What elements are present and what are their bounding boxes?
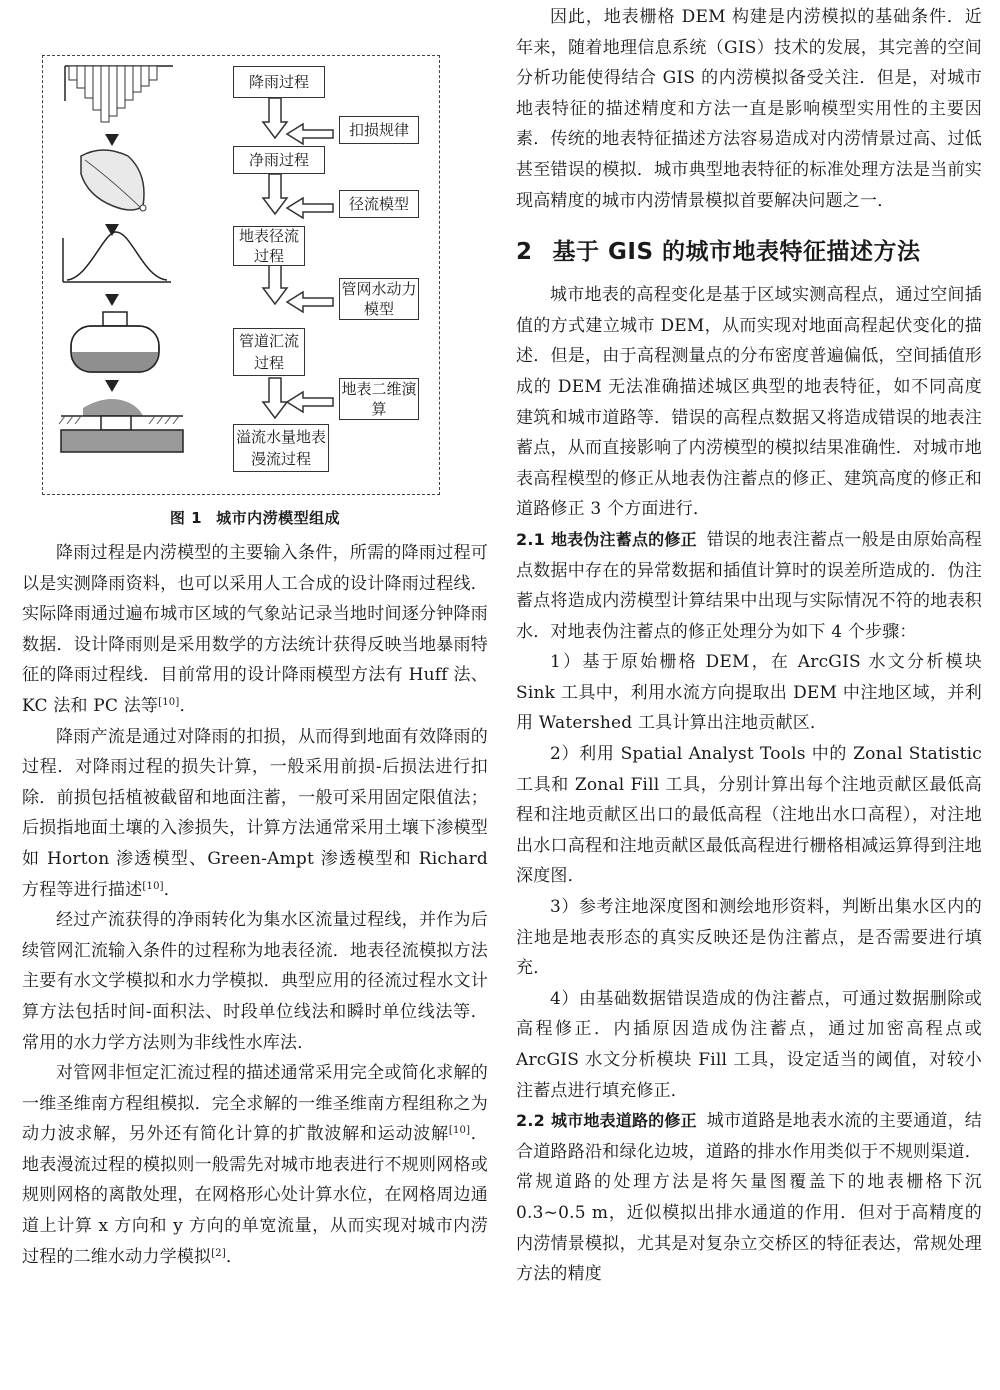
side-note-2d-routing: 地表二维演算 xyxy=(339,378,419,420)
section-number: 2 xyxy=(516,239,533,266)
paragraph-text: 错误的地表注蓄点一般是由原始高程点数据中存在的异常数据和插值计算时的误差所造成的．伪注蓄点将造成内涝模型计算结果中出现与实际情况不符的地表积水．对地表伪注蓄点的修正处理分为如下 4 个步骤： xyxy=(516,529,982,642)
flow-step-net-rainfall: 净雨过程 xyxy=(233,146,325,174)
side-arrow-icon xyxy=(287,392,333,412)
side-arrow-icon xyxy=(287,198,333,218)
paragraph-surface-runoff: 经过产流获得的净雨转化为集水区流量过程线，并作为后续管网汇流输入条件的过程称为地表径流．地表径流模拟方法主要有水文学模拟和水力学模拟．典型应用的径流过程水文计算方法包括时间-面积法、时段单位线法和瞬时单位线法等．常用的水力学方法则为非线性水库法． xyxy=(22,910,488,1053)
subsection-heading xyxy=(516,530,697,549)
flow-step-pipe-routing: 管道汇流过程 xyxy=(233,328,305,376)
step-3: 3）参考注地深度图和测绘地形资料，判断出集水区内的注地是地表形态的真实反映还是伪注蓄点，是否需要进行填充． xyxy=(516,897,982,979)
paragraph-end: ． xyxy=(225,1246,244,1267)
subsection-heading xyxy=(516,1111,697,1130)
paragraph-rainfall xyxy=(22,538,488,722)
figure-caption-label: 图 1 xyxy=(169,509,203,527)
paragraph-end: ． xyxy=(179,695,197,716)
citation: [10] xyxy=(448,1125,471,1137)
side-arrow-icon xyxy=(287,292,333,312)
figure-caption xyxy=(22,507,488,528)
paragraph-pipe-routing xyxy=(22,1058,488,1272)
paragraph-elevation: 城市地表的高程变化是基于区域实测高程点，通过空间插值的方式建立城市 DEM，从而实现对地面高程起伏变化的描述．但是，由于高程测量点的分布密度普遍偏低，空间插值形成的 DEM 无法准确描述城区典型的地表特征，如不同高度建筑和城市道路等．错误的高程点数据又将造成错误的地表注蓄点，从而直接影响了内涝模型的模拟结果准确性．对城市地表高程模型的修正从地表伪注蓄点的修正、建筑高度的修正和道路修正 3 个方面进行． xyxy=(516,285,982,520)
side-note-runoff-model: 径流模型 xyxy=(339,190,419,218)
flow-arrow-icon xyxy=(263,174,287,214)
flow-step-rainfall: 降雨过程 xyxy=(233,66,325,98)
section-heading-2 xyxy=(516,236,982,268)
figure-urban-waterlogging-model xyxy=(42,55,440,495)
catchment-leaf-icon xyxy=(81,150,146,211)
paragraph-text: ．地表漫流过程的模拟则一般需先对城市地表进行不规则网格或规则网格的离散处理，在网格形心处计算水位，在网格周边通道上计算 x 方向和 y 方向的单宽流量，从而实现对城市内涝过程的二维水动力学模拟 xyxy=(22,1124,488,1267)
side-note-loss-rule: 扣损规律 xyxy=(339,116,419,144)
down-arrow-icon xyxy=(105,294,119,306)
paragraph-text: 降雨产流是通过对降雨的扣损，从而得到地面有效降雨的过程．对降雨过程的损失计算，一般采用前损-后损法进行扣除．前损包括植被截留和地面注蓄，一般可采用固定限值法；后损指地面土壤的入渗损失，计算方法通常采用土壤下渗模型如 Horton 渗透模型、Green-Ampt 渗透模型和 Richard 方程等进行描述 xyxy=(22,726,488,900)
side-arrow-icon xyxy=(287,124,333,144)
paragraph-text: 降雨过程是内涝模型的主要输入条件，所需的降雨过程可以是实测降雨资料，也可以采用人工合成的设计降雨过程线．实际降雨通过遍布城市区域的气象站记录当地时间逐分钟降雨数据．设计降雨则是采用数学的方法统计获得反映当地暴雨特征的降雨过程线．目前常用的设计降雨模型方法有 Huff 法、KC 法和 PC 法等 xyxy=(22,543,488,716)
hydrograph-icon xyxy=(63,232,171,282)
step-2: 2）利用 Spatial Analyst Tools 中的 Zonal Statistic 工具和 Zonal Fill 工具，分别计算出每个注地贡献区最低高程和注地贡献区出口的最低高程（注地出水口高程），对注地出水口高程和注地贡献区最低高程进行栅格相减运算得到注地深度图． xyxy=(516,744,982,887)
subsection-title: 地表伪注蓄点的修正 xyxy=(550,529,697,549)
citation: [10] xyxy=(158,696,180,708)
subsection-title: 城市地表道路的修正 xyxy=(550,1111,697,1131)
down-arrow-icon xyxy=(105,380,119,392)
figure-caption-text: 城市内涝模型组成 xyxy=(216,509,341,527)
section-title: 基于 GIS 的城市地表特征描述方法 xyxy=(552,239,921,266)
subsection-number: 2.2 xyxy=(516,1111,545,1131)
surface-overflow-icon xyxy=(59,399,183,452)
flow-step-surface-runoff: 地表径流过程 xyxy=(233,226,305,266)
subsection-number: 2.1 xyxy=(516,529,545,549)
flow-arrow-icon xyxy=(263,378,287,418)
right-column xyxy=(516,2,982,1290)
paragraph-text: 对管网非恒定汇流过程的描述通常采用完全或简化求解的一维圣维南方程组模拟．完全求解的一维圣维南方程组称之为动力波求解，另外还有简化计算的扩散波解和运动波解 xyxy=(22,1063,488,1145)
step-4: 4）由基础数据错误造成的伪注蓄点，可通过数据删除或高程修正．内插原因造成伪注蓄点，通过加密高程点或 ArcGIS 水文分析模块 Fill 工具，设定适当的阈值，对较小注蓄点进行填充修正． xyxy=(516,988,982,1101)
rainfall-hyetograph-icon xyxy=(65,66,173,122)
paragraph-end: ． xyxy=(163,879,181,900)
pipe-tank-icon xyxy=(71,312,159,372)
flow-step-overflow: 溢流水量地表漫流过程 xyxy=(233,424,329,472)
citation: [10] xyxy=(142,880,164,892)
flow-arrow-icon xyxy=(263,98,287,138)
subsection-2-2 xyxy=(516,1106,982,1290)
down-arrow-icon xyxy=(105,134,119,146)
paragraph-text: 城市道路是地表水流的主要通道，结合道路路沿和绿化边坡，道路的排水作用类似于不规则渠道．常规道路的处理方法是将矢量图覆盖下的地表栅格下沉 0.3~0.5 m，近似模拟出排水通道的作用．但对于高精度的内涝情景模拟，尤其是对复杂立交桥区的特征表达，常规处理方法的精度 xyxy=(516,1111,982,1285)
paragraph-runoff-generation xyxy=(22,722,488,906)
left-column xyxy=(22,538,488,1272)
subsection-2-1 xyxy=(516,525,982,647)
side-note-pipe-hydrodynamic: 管网水动力模型 xyxy=(339,278,419,320)
step-1: 1）基于原始栅格 DEM，在 ArcGIS 水文分析模块 Sink 工具中，利用水流方向提取出 DEM 中注地区域，并利用 Watershed 工具计算出注地贡献区． xyxy=(516,652,982,734)
flow-arrow-icon xyxy=(263,264,287,304)
citation: [2] xyxy=(211,1247,226,1259)
paragraph-dem-basis: 因此，地表栅格 DEM 构建是内涝模拟的基础条件．近年来，随着地理信息系统（GIS）技术的发展，其完善的空间分析功能使得结合 GIS 的内涝模拟备受关注．但是，对城市地表特征的描述精度和方法一直是影响模型实用性的主要因素．传统的地表特征描述方法容易造成对内涝情景过高、过低甚至错误的模拟．城市典型地表特征的标准处理方法是当前实现高精度的城市内涝情景模拟首要解决问题之一． xyxy=(516,7,982,211)
